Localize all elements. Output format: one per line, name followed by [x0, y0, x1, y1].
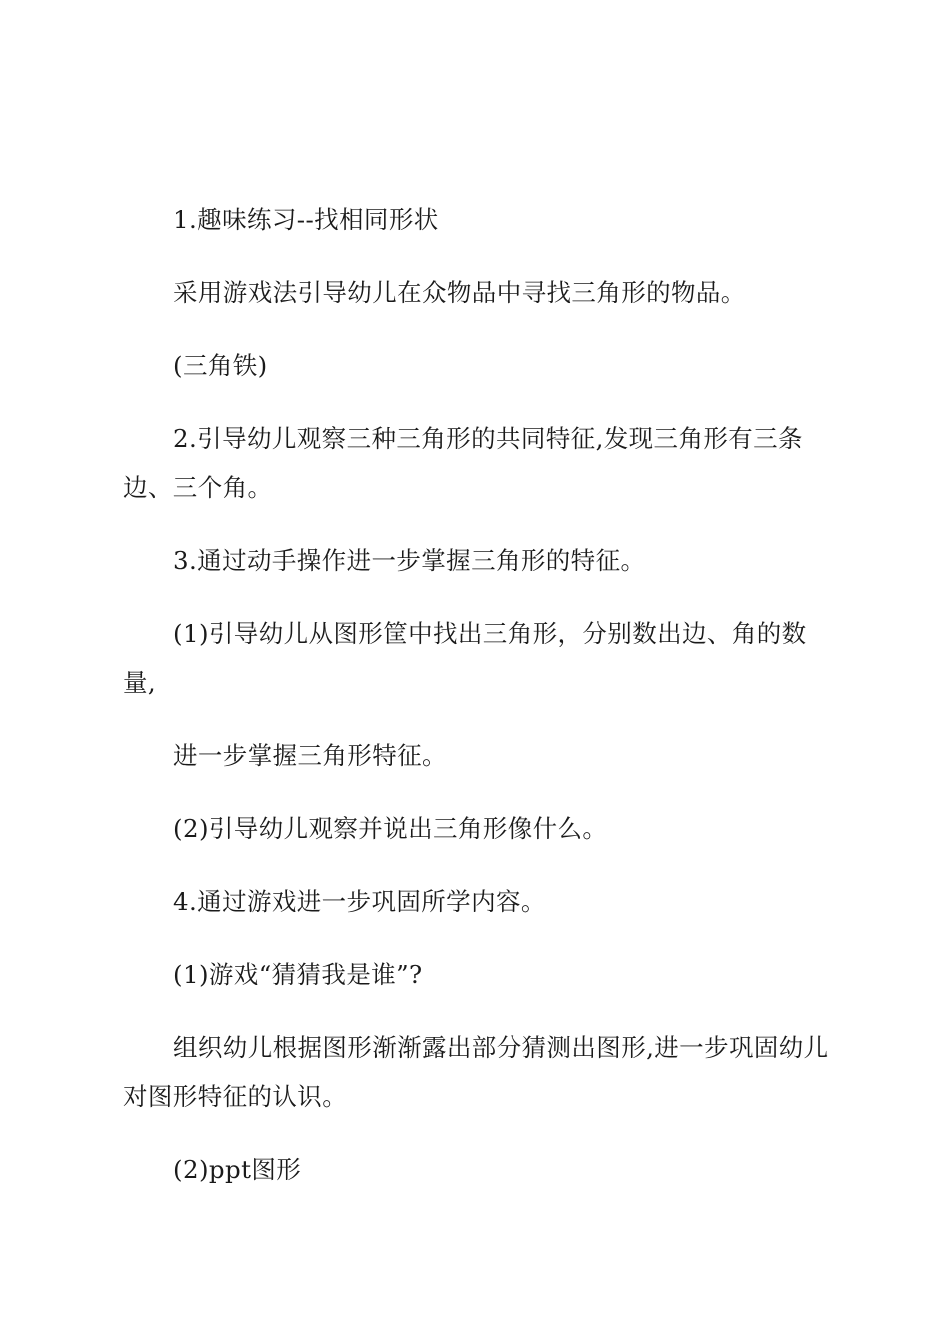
paragraph-step-3-1: (1)引导幼儿从图形筐中找出三角形，分别数出边、角的数量,	[123, 619, 807, 697]
paragraph-step-4-2: (2)ppt图形	[173, 1155, 302, 1184]
paragraph-activity-4: 4.通过游戏进一步巩固所学内容。	[173, 887, 546, 916]
paragraph-activity-2: 2.引导幼儿观察三种三角形的共同特征,发现三角形有三条边、三个角。	[123, 424, 803, 502]
paragraph-step-4-1-desc: 组织幼儿根据图形渐渐露出部分猜测出图形,进一步巩固幼儿对图形特征的认识。	[123, 1033, 829, 1111]
paragraph-game-method: 采用游戏法引导幼儿在众物品中寻找三角形的物品。	[173, 278, 746, 307]
paragraph-step-3-1-cont: 进一步掌握三角形特征。	[173, 741, 447, 770]
paragraph-step-4-1: (1)游戏“猜猜我是谁”?	[173, 960, 423, 989]
paragraph-triangle-iron: (三角铁)	[173, 351, 268, 380]
paragraph-activity-3: 3.通过动手操作进一步掌握三角形的特征。	[173, 546, 646, 575]
paragraph-step-3-2: (2)引导幼儿观察并说出三角形像什么。	[173, 814, 608, 843]
document-body	[123, 195, 835, 1218]
paragraph-activity-1-title: 1.趣味练习--找相同形状	[173, 205, 439, 234]
